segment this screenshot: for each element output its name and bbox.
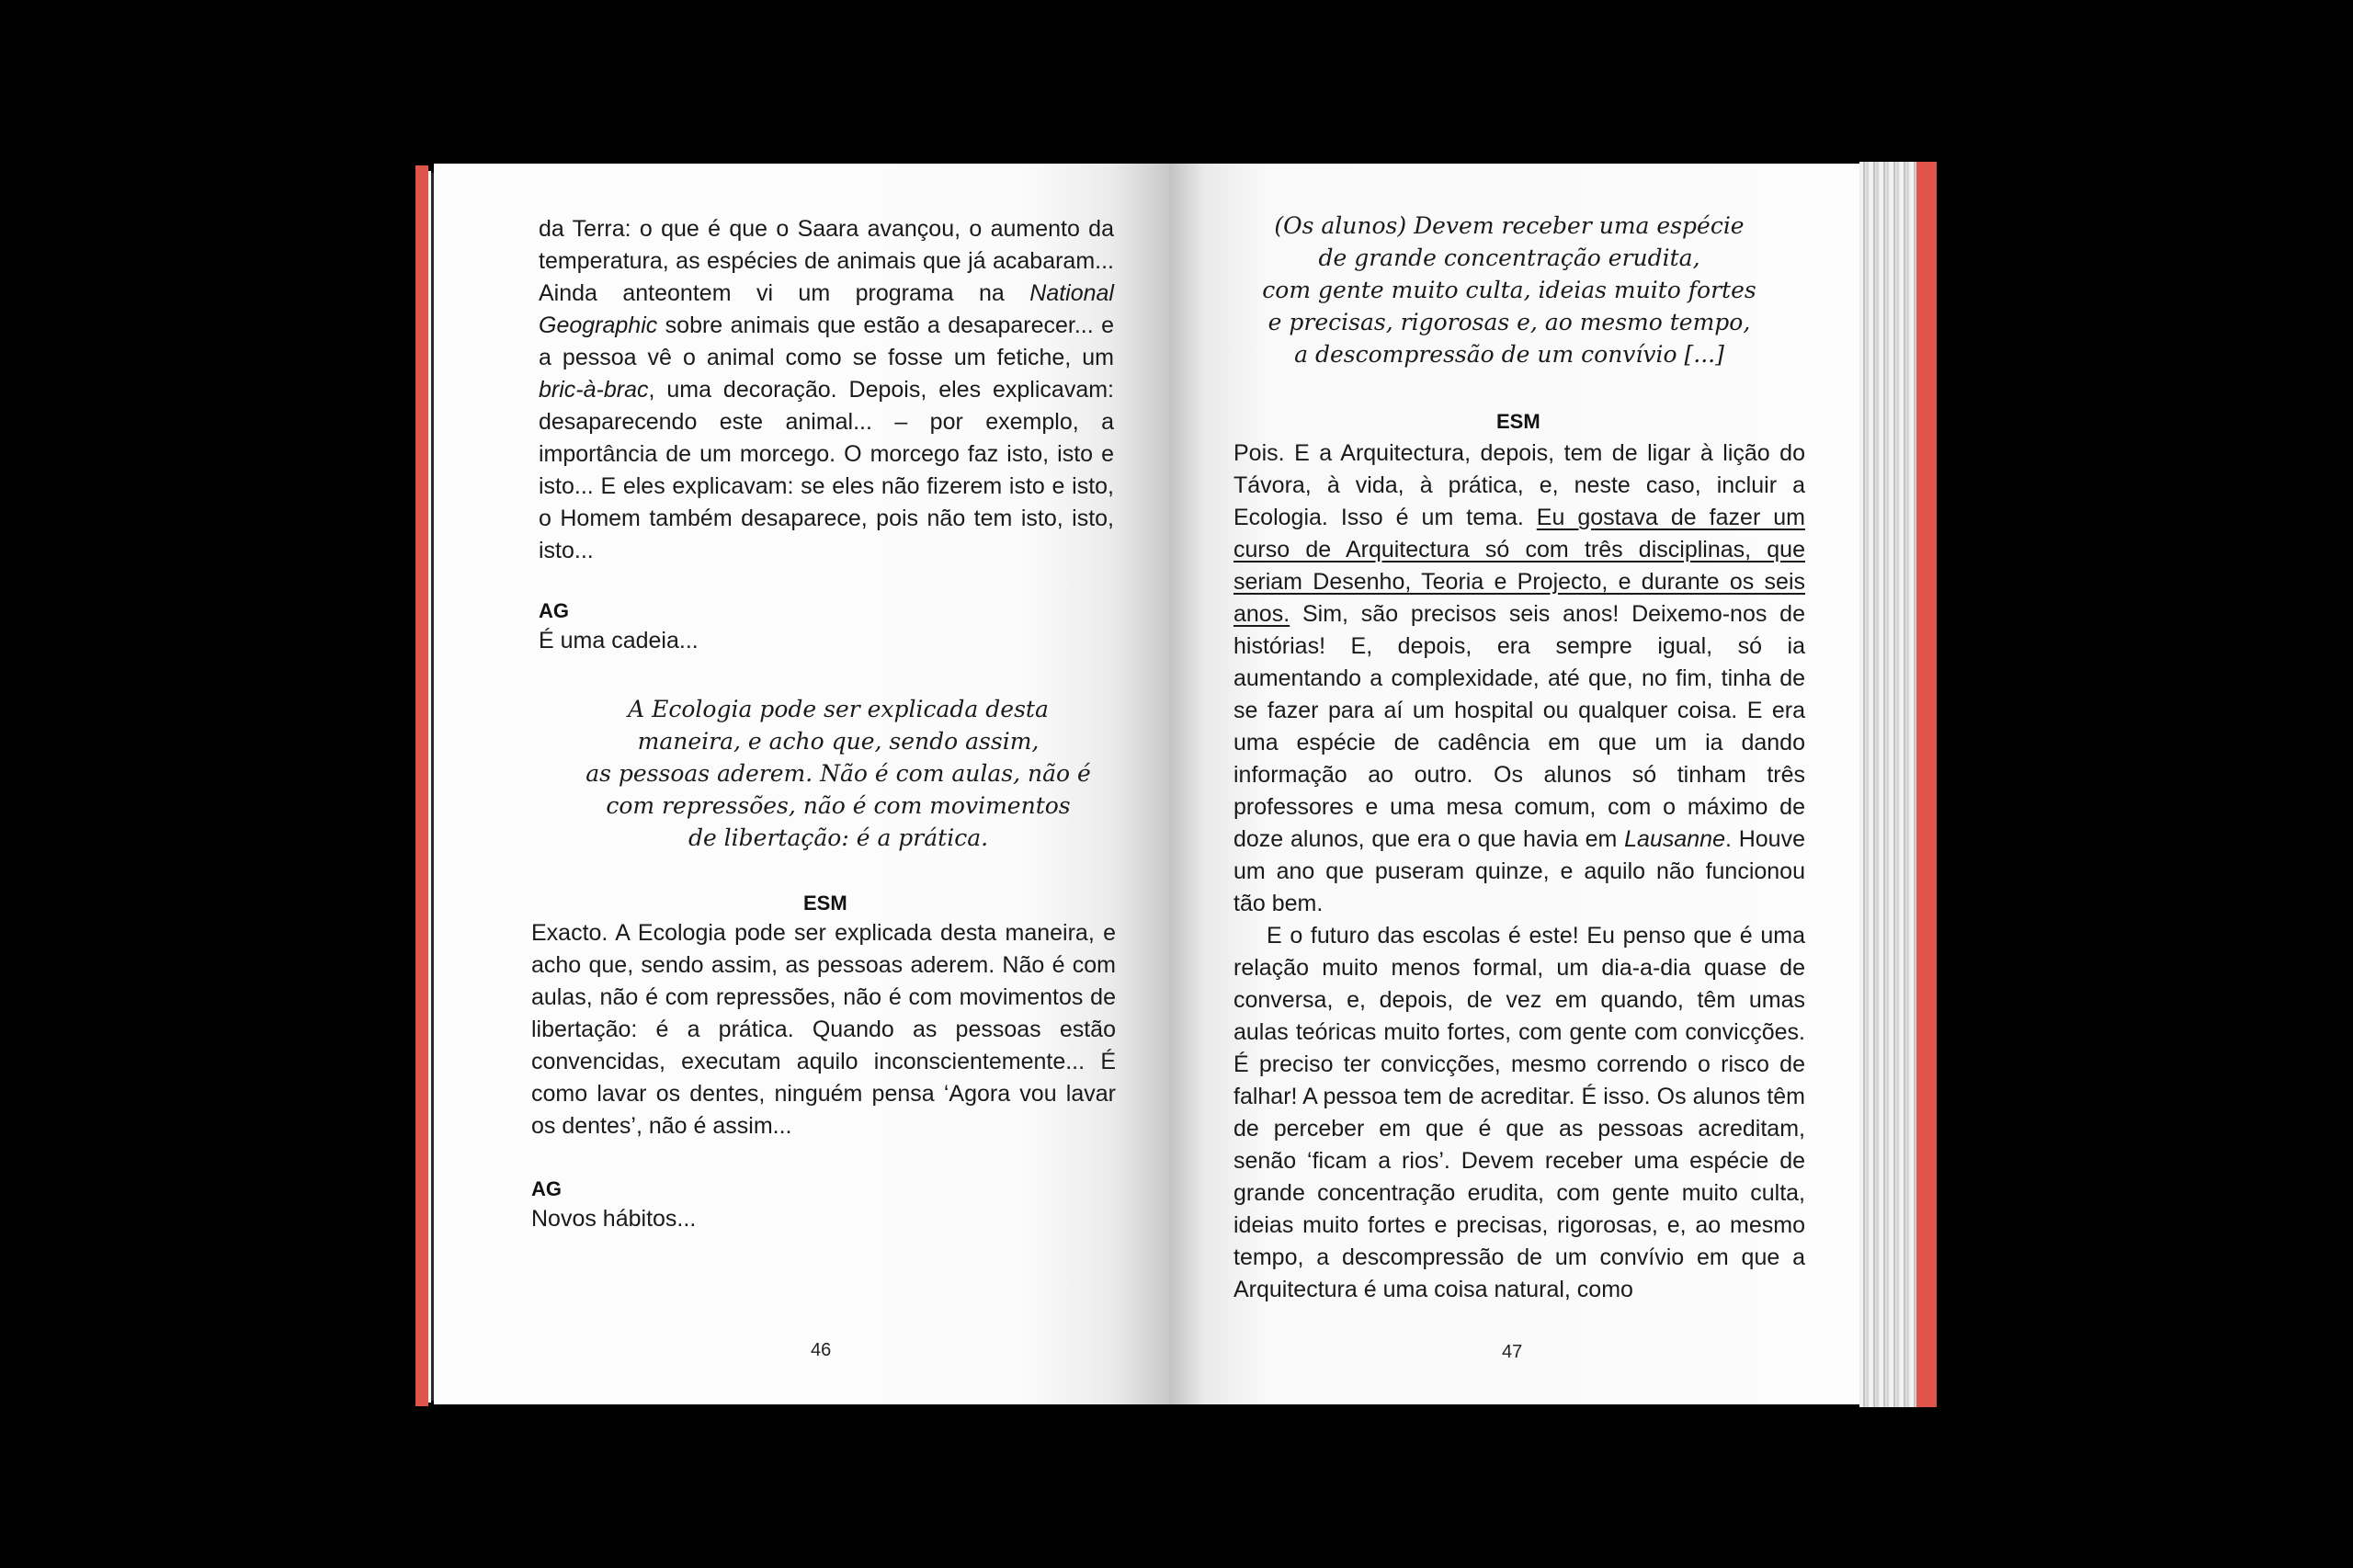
- right-paragraph-2: E o futuro das escolas é este! Eu penso que é uma relação muito menos formal, um dia-a-dia quase de conversa, e, depois, de vez em quando, têm umas aulas teóricas muito fortes, com gente com convicções. É preciso ter convicções, mesmo correndo o risco de falhar! A pessoa tem de acreditar. É isso. Os alunos têm de perceber em que é que as pessoas acreditam, senão ‘ficam a rios’. Devem receber uma espécie de grande concentração erudita, com gente muito culta, ideias muito fortes e precisas, rigorosas, e, ao mesmo tempo, a descompressão de um convívio em que a Arquitectura é uma coisa natural, como: [1233, 923, 1805, 1302]
- speaker-label: AG: [531, 1177, 562, 1200]
- text-run: . Houve um ano que puseram quinze, e aquilo não funcionou tão bem.: [1233, 826, 1805, 916]
- text-run: , uma decoração. Depois, eles explicavam: desaparecendo este animal... – por exemplo, a importância de um morcego. O morcego faz isto, isto e isto... E eles explicavam: se eles não fizerem isto e isto, o Homem também desaparece, pois não tem isto, isto, isto...: [539, 377, 1114, 563]
- quote-line: a descompressão de um convívio [...]: [1294, 341, 1724, 368]
- left-paragraph-2: Exacto. A Ecologia pode ser explicada desta maneira, e acho que, sendo assim, as pessoas aderem. Não é com aulas, não é com repressões, não é com movimentos de libertação: é a prática. Quando as pessoas estão convencidas, executam aquilo inconscientemente... É como lavar os dentes, ninguém pensa ‘Agora vou lavar os dentes’, não é assim...: [531, 920, 1116, 1139]
- text-run: Sim, são precisos seis anos! Deixemo-nos de histórias! E, depois, era sempre igual, só ia aumentando a complexidade, até que, no fim, tinha de se fazer para aí um hospital ou qualquer coisa. E era uma espécie de cadência em que um ia dando informação ao outro. Os alunos só tinham três professores e uma mesa comum, com o máximo de doze alunos, que era o que havia em: [1233, 601, 1805, 852]
- italic-text: Lausanne: [1624, 826, 1725, 852]
- italic-text: bric-à-brac: [539, 377, 649, 403]
- pull-quote: [1233, 210, 1785, 370]
- speaker-label: AG: [539, 599, 569, 622]
- page-block-edge: [1859, 162, 1916, 1407]
- right-page: [1169, 164, 1861, 1404]
- text-run: Pois. E a Arquitectura, depois, tem de ligar à lição do Távora, à vida, à prática, e, neste caso, incluir a Ecologia. Isso é um tema.: [1233, 440, 1805, 530]
- book-edge-right: [1916, 162, 1937, 1407]
- book-edge-left: [415, 165, 428, 1406]
- dialogue-line: Novos hábitos...: [531, 1206, 697, 1232]
- speaker-label: ESM: [803, 892, 847, 915]
- quote-line: de grande concentração erudita,: [1318, 244, 1700, 271]
- left-page: [434, 164, 1169, 1404]
- page-number: 47: [1502, 1342, 1523, 1362]
- underlined-text: Eu gostava de fazer um curso de Arquitectura só com três disciplinas, que seriam Desenho, Teoria e Projecto, e durante os seis anos.: [1233, 505, 1805, 627]
- quote-line: A Ecologia pode ser explicada desta: [628, 696, 1049, 722]
- quote-line: com gente muito culta, ideias muito fortes: [1262, 277, 1756, 303]
- page-number: 46: [811, 1340, 832, 1360]
- quote-line: (Os alunos) Devem receber uma espécie: [1274, 212, 1745, 239]
- pull-quote: [553, 693, 1123, 854]
- left-paragraph-1: [539, 213, 1114, 567]
- right-paragraph-1: [1233, 437, 1805, 1306]
- quote-line: maneira, e acho que, sendo assim,: [637, 728, 1040, 755]
- quote-line: as pessoas aderem. Não é com aulas, não é: [585, 760, 1091, 787]
- italic-text: National Geographic: [539, 280, 1114, 338]
- open-book: [415, 162, 1937, 1407]
- quote-line: com repressões, não é com movimentos: [606, 792, 1071, 819]
- text-run: da Terra: o que é que o Saara avançou, o aumento da temperatura, as espécies de animais que já acabaram... Ainda anteontem vi um programa na: [539, 216, 1114, 306]
- speaker-label: ESM: [1496, 410, 1540, 433]
- quote-line: e precisas, rigorosas e, ao mesmo tempo,: [1267, 309, 1751, 335]
- dialogue-line: É uma cadeia...: [539, 628, 699, 653]
- quote-line: de libertação: é a prática.: [688, 824, 989, 851]
- text-run: sobre animais que estão a desaparecer... e a pessoa vê o animal como se fosse um fetiche, um: [539, 312, 1114, 370]
